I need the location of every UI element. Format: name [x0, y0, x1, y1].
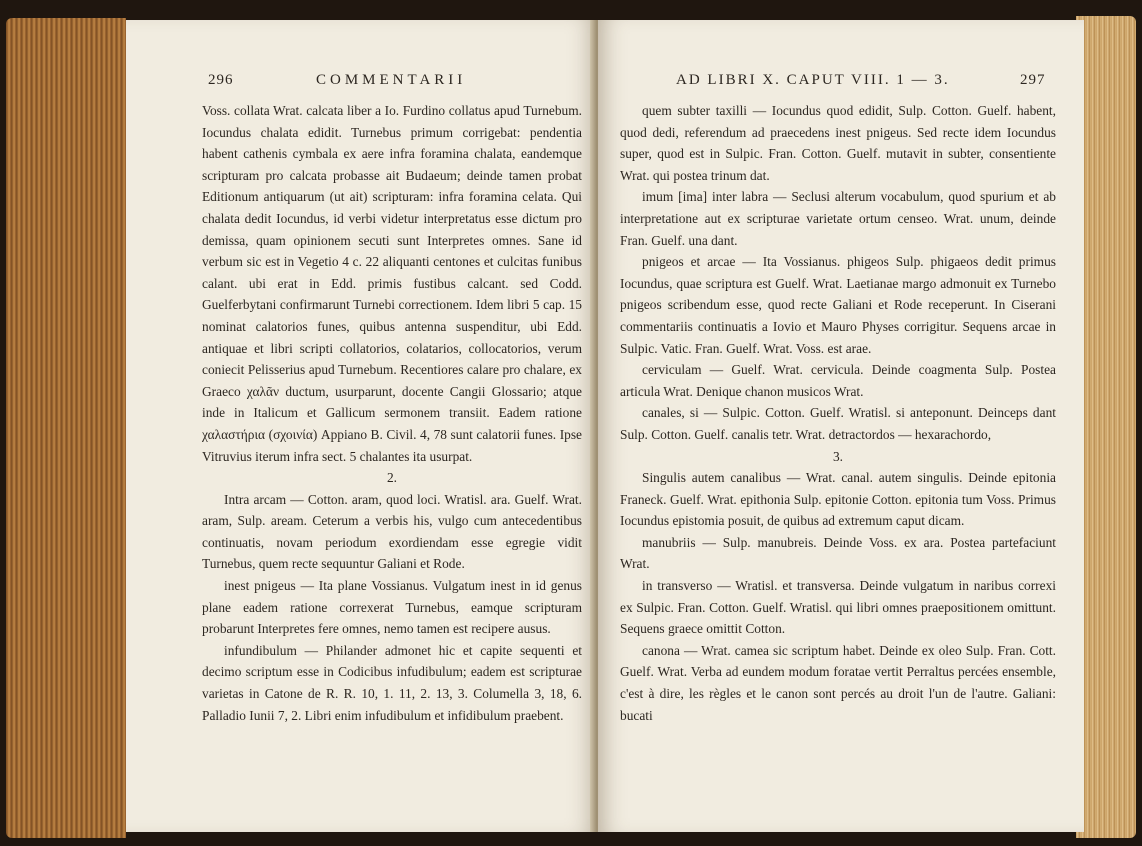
- book-fore-edge-left: [6, 18, 126, 838]
- paragraph: manubriis — Sulp. manubreis. Deinde Voss. ex ara. Postea partefaciunt Wrat.: [620, 534, 1056, 572]
- paragraph: canona — Wrat. camea sic scriptum habet. Deinde ex oleo Sulp. Fran. Cott. Guelf. Wrat. Verba ad eundem modum foratae vertit Perraltus percées ensemble, c'est à dire, les règles et le canon sont percés au droit l'un de l'autre. Galiani: bucati: [620, 642, 1056, 723]
- paragraph: in transverso — Wratisl. et transversa. Deinde vulgatum in naribus correxi ex Sulpic. Fran. Cotton. Guelf. Wratisl. qui libri omnes praepositionem omittunt. Sequens graece omittit Cotton.: [620, 578, 1056, 637]
- section-number: 3.: [832, 448, 844, 464]
- paragraph: inest pnigeus — Ita plane Vossianus. Vulgatum inest in id genus plane eadem ratione correxerat Turnebus, eamque scripturam probarunt Interpretes fere omnes, nemo tamen est recipere ausus.: [202, 578, 582, 637]
- right-page-text: [620, 100, 1056, 726]
- paragraph: imum [ima] inter labra — Seclusi alterum vocabulum, quod spurium et ab interpretatione aut ex scripturae varietate ortum censeo. Wrat. unum, deinde Fran. Guelf. una dant.: [620, 189, 1056, 248]
- left-page: [126, 20, 597, 832]
- paragraph: Singulis autem canalibus — Wrat. canal. autem singulis. Deinde epitonia Franeck. Guelf. Wrat. epithonia Sulp. epitonie Cotton. epitonia tum Voss. Primus Iocundus epistomia posuit, de quibus ad extremum caput dicam.: [620, 470, 1056, 529]
- paragraph: pnigeos et arcae — Ita Vossianus. phigeos Sulp. phigaeos dedit primus Iocundus, quae scriptura est Guelf. Wrat. Laetianae margo admonuit ex Turnebo pnigeos scribendum esse, quod recte Galiani et Rode receperunt. In Ciserani commentariis continuatis a Iovio et Mauro Physes corrigitur. Sequens arcae in Sulpic. Vatic. Fran. Guelf. Wrat. Voss. est arae.: [620, 254, 1056, 356]
- paragraph: quem subter taxilli — Iocundus quod edidit, Sulp. Cotton. Guelf. habent, quod dedi, referendum ad praecedens inest pnigeus. Sed recte idem Iocundus super, quod est in Sulpic. Fran. Cotton. Guelf. mutavit in subter, consentiente Wrat. qui postea trinum dat.: [620, 103, 1056, 183]
- page-number: 297: [1020, 72, 1046, 88]
- section-number: 2.: [386, 470, 398, 486]
- running-head: AD LIBRI X. CAPUT VIII. 1 — 3.: [676, 72, 950, 88]
- paragraph: infundibulum — Philander admonet hic et capite sequenti et decimo scriptum esse in Codicibus infudibulum; eadem est scripturae varietas in Catone de R. R. 10, 1. 11, 2. 13, 3. Columella 3, 18, 6. Palladio Iunii 7, 2. Libri enim infudibulum et infidibulum praebent.: [202, 642, 582, 723]
- paragraph: cerviculam — Guelf. Wrat. cervicula. Deinde coagmenta Sulp. Postea articula Wrat. Denique chanon musicos Wrat.: [620, 362, 1056, 399]
- paragraph: canales, si — Sulpic. Cotton. Guelf. Wratisl. si anteponunt. Deinceps dant Sulp. Cotton. Guelf. canalis tetr. Wrat. detractordos — hexarachordo,: [620, 405, 1056, 442]
- page-number: 296: [208, 72, 234, 88]
- right-page: [598, 20, 1084, 832]
- left-page-text: [202, 100, 582, 726]
- paragraph: Intra arcam — Cotton. aram, quod loci. Wratisl. ara. Guelf. Wrat. aram, Sulp. aream. Ceterum a verbis his, vulgo cum antecedentibus continuatis, novam periodum exordiendam esse egregie vidit Turnebus, quem recte sequuntur Galiani et Rode.: [202, 491, 582, 572]
- book-fore-edge-right: [1076, 16, 1136, 838]
- running-head: COMMENTARII: [316, 72, 467, 88]
- paragraph: Voss. collata Wrat. calcata liber a Io. Furdino collatus apud Turnebum. Iocundus chalata edidit. Turnebus primum corrigebat: pendentia habent cathenis cymbala ex aere infra foramina chalata, eandemque scripturam pro calcata probasse ait Budaeum; deinde tamen probat Editionum antiquarum (ut ait) scripturam: infra foramina celata. Qui chalata dedit Iocundus, id verbi videtur interpretatus esse dictum pro demissa, quam opinionem secuti sunt Interpretes omnes. Sane id verbum sic est in Vegetio 4 c. 22 aliquanti centones et culcitas funibus calant. ubi erat in Edd. primis fustibus calcant. sed Codd. Guelferbytani confirmarunt Turnebi correctionem. Idem libri 5 cap. 15 nominat calatorios funes, quibus antenna suspenditur, ubi Edd. antiquae et libri scripti collatorios, colatarios, collocatorios, verum coniecit Pelisserius apud Turnebum. Recentiores calare pro chalare, ex Graeco χαλᾶν ductum, usurparunt, docente Cangii Glossario; atque inde in Italicum et Gallicum sermonem transiit. Eadem ratione χαλαστήρια (σχοινία) Appiano B. Civil. 4, 78 sunt calatorii funes. Ipse Vitruvius iterum infra sect. 5 chalantes ita usurpat.: [202, 103, 582, 464]
